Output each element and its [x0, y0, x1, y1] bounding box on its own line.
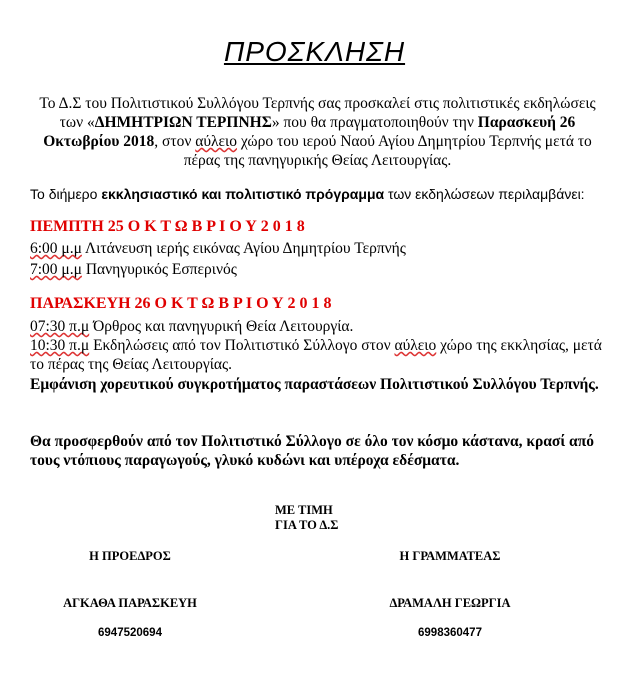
day1-event-2 — [30, 260, 605, 279]
closing-block — [275, 503, 338, 533]
secretary-role: Η ΓΡΑΜΜΑΤΕΑΣ — [399, 549, 501, 563]
day2-event-2-text-1: Εκδηλώσεις από τον Πολιτιστικό Σύλλογο στον — [89, 337, 395, 354]
day2-event-1 — [30, 317, 605, 336]
day2-event-2-time: 10:30 π.μ — [30, 337, 90, 354]
intro-text-1: Το Δ.Σ του Πολιτιστικού Συλλόγου Τερπνής σας προσκαλεί στις πολιτιστικές εκδηλώσεις των « — [39, 95, 596, 131]
day1-event-1-time: 6:00 μ.μ — [30, 240, 82, 257]
program-text-2: των εκδηλώσεων περιλαμβάνει: — [384, 186, 585, 202]
president-name: ΑΓΚΑΘΑ ΠΑΡΑΣΚΕΥΗ — [63, 596, 197, 610]
day1-event-2-text: Πανηγυρικός Εσπερινός — [81, 261, 237, 278]
program-bold-text: εκκλησιαστικό και πολιτιστικό πρόγραμμα — [101, 186, 385, 202]
performance-note: Εμφάνιση χορευτικού συγκροτήματος παραστάσεων Πολιτιστικού Συλλόγου Τερπνής. — [30, 376, 599, 393]
day2-event-1-time: 07:30 π.μ — [30, 318, 90, 335]
day1-event-2-time: 7:00 μ.μ — [30, 261, 82, 278]
day2-heading: ΠΑΡΑΣΚΕΥΗ 26 Ο Κ Τ Ω Β Ρ Ι Ο Υ 2 0 1 8 — [30, 295, 332, 312]
intro-aulio-word: αύλειο — [195, 133, 237, 150]
day2-event-1-text: Όρθρος και πανηγυρική Θεία Λειτουργία. — [89, 318, 354, 335]
day1-event-1 — [30, 239, 605, 258]
program-text-1: Το διήμερο — [30, 186, 102, 202]
day1-heading: ΠΕΜΠΤΗ 25 Ο Κ Τ Ω Β Ρ Ι Ο Υ 2 0 1 8 — [30, 218, 305, 235]
president-phone: 6947520694 — [98, 627, 162, 639]
closing-line-1: ΜΕ ΤΙΜΗ — [275, 503, 333, 517]
intro-text-2: » που θα πραγματοποιηθούν την — [271, 114, 478, 131]
day2-event-2 — [30, 336, 605, 374]
day1-event-1-text: Λιτάνευση ιερής εικόνας Αγίου Δημητρίου Τερπνής — [81, 240, 406, 257]
president-role: Η ΠΡΟΕΔΡΟΣ — [89, 549, 171, 563]
event-name: ΔΗΜΗΤΡΙΩΝ ΤΕΡΠΝΗΣ — [94, 114, 272, 131]
secretary-name: ΔΡΑΜΑΛΗ ΓΕΩΡΓΙΑ — [389, 596, 511, 610]
intro-text-4: χώρο του ιερού Ναού Αγίου Δημητρίου Τερπνής μετά το πέρας της πανηγυρικής Θείας Λειτουργίας. — [183, 133, 592, 169]
secretary-phone: 6998360477 — [418, 627, 482, 639]
day2-aulio-word: αύλειο — [394, 337, 437, 354]
program-intro — [30, 186, 605, 202]
offer-paragraph: Θα προσφερθούν από τον Πολιτιστικό Σύλλογο σε όλο τον κόσμο κάστανα, κρασί από τους ντόπιους παραγωγούς, γλυκό κυδώνι και υπέροχα εδέσματα. — [30, 433, 594, 469]
day2-event-2-text-2: χώρο της εκκλησίας, μετά το πέρας της Θείας Λειτουργίας. — [30, 337, 602, 373]
closing-line-2: ΓΙΑ ΤΟ Δ.Σ — [275, 518, 339, 532]
intro-paragraph — [30, 94, 605, 170]
event-date: Παρασκευή 26 Οκτωβρίου 2018 — [43, 114, 576, 150]
intro-text-3: , στον — [154, 133, 196, 150]
page-title: ΠΡΟΣΚΛΗΣΗ — [223, 36, 406, 67]
